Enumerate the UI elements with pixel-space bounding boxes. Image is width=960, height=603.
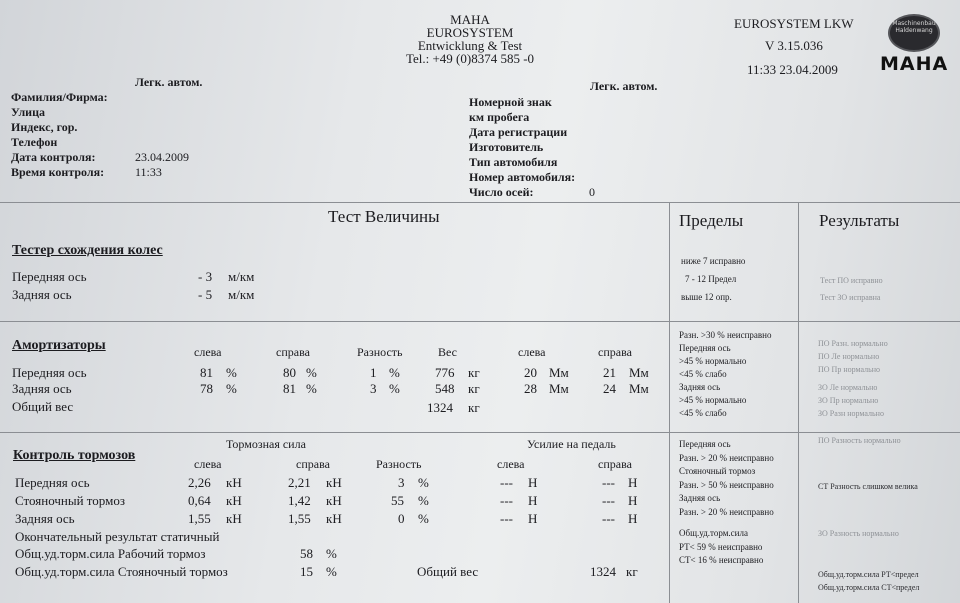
alignment-rear-unit: м/км: [228, 287, 255, 302]
brakes-front-pedal-left-unit: Н: [528, 475, 538, 490]
limits-column-divider: [669, 202, 670, 603]
brakes-header-left: слева: [194, 457, 222, 471]
label-vehicle-number: Номер автомобиля:: [469, 170, 576, 184]
brakes-parking-total-label: Общ.уд.торм.сила Стояночный тормоз: [15, 564, 228, 579]
brakes-rear-right: 1,55: [288, 511, 311, 526]
brakes-parking-right: 1,42: [288, 493, 311, 508]
brakes-rear-label: Задняя ось: [15, 511, 75, 526]
shocks-rear-diff-unit: %: [389, 381, 400, 396]
brakes-front-left: 2,26: [188, 475, 211, 490]
brakes-group-force: Тормозная сила: [226, 437, 306, 451]
values-column-header: Тест Величины: [328, 207, 440, 226]
label-axle-count: Число осей:: [469, 185, 534, 199]
brakes-total-weight-value: 1324: [590, 564, 616, 579]
shocks-limit-7: <45 % слабо: [679, 408, 727, 418]
shocks-result-1: ПО Разн. нормально: [818, 339, 888, 348]
shocks-rear-amp-right-unit: Мм: [629, 381, 649, 396]
shocks-header-diff: Разность: [357, 345, 403, 359]
brakes-result-rear: ЗО Разность нормально: [818, 529, 899, 538]
brakes-section-title: Контроль тормозов: [13, 448, 136, 463]
shocks-front-diff: 1: [370, 365, 377, 380]
brakes-result-parking: СТ Разность слишком велика: [818, 482, 918, 491]
label-zip-city: Индекс, гор.: [11, 120, 78, 134]
company-header: [380, 13, 560, 65]
brakes-parking-diff: 55: [391, 493, 404, 508]
brakes-parking-right-unit: кН: [326, 493, 342, 508]
brakes-rear-pedal-right-unit: Н: [628, 511, 638, 526]
shocks-front-right-unit: %: [306, 365, 317, 380]
section-divider-2: [0, 432, 960, 433]
alignment-section-title: Тестер схождения колес: [12, 243, 163, 258]
brakes-result-parking-limit: Общ.уд.торм.сила СТ<предел: [818, 583, 920, 592]
brakes-result-front: ПО Разность нормально: [818, 436, 901, 445]
shocks-front-right: 80: [283, 365, 296, 380]
shocks-rear-amp-left-unit: Мм: [549, 381, 569, 396]
brakes-front-pedal-right: ---: [602, 475, 615, 490]
label-name-firm: Фамилия/Фирма:: [11, 90, 108, 104]
brakes-parking-pedal-right-unit: Н: [628, 493, 638, 508]
shocks-total-weight-value: 1324: [427, 400, 453, 415]
alignment-limit-1: ниже 7 исправно: [681, 256, 746, 266]
brakes-front-left-unit: кН: [226, 475, 242, 490]
brakes-parking-total-value: 15: [300, 564, 313, 579]
brakes-parking-pedal-left: ---: [500, 493, 513, 508]
label-street: Улица: [11, 105, 46, 119]
brakes-limit-6: Разн. > 20 % неисправно: [679, 506, 774, 517]
label-control-date: Дата контроля:: [11, 150, 96, 164]
brakes-rear-pedal-left-unit: Н: [528, 511, 538, 526]
limits-column-header: Пределы: [679, 211, 744, 230]
shocks-front-label: Передняя ось: [12, 365, 87, 380]
shocks-front-amp-left: 20: [524, 365, 537, 380]
alignment-result-2: Тест ЗО исправна: [820, 293, 881, 302]
brakes-rear-pedal-right: ---: [602, 511, 615, 526]
brakes-front-pedal-left: ---: [500, 475, 513, 490]
brakes-limit-4: Разн. > 50 % неисправно: [679, 479, 774, 490]
brakes-rear-right-unit: кН: [326, 511, 342, 526]
label-registration-date: Дата регистрации: [469, 125, 568, 139]
shocks-header-left2: слева: [518, 345, 546, 359]
brakes-limit-3: Стояночный тормоз: [679, 466, 756, 476]
brakes-rear-diff-unit: %: [418, 511, 429, 526]
brakes-limit-7: Общ.уд.торм.сила: [679, 528, 748, 538]
vehicle-type-left: Легк. автом.: [135, 75, 203, 89]
brakes-limit-5: Задняя ось: [679, 493, 721, 503]
alignment-rear-value: - 5: [198, 287, 213, 302]
shocks-result-3: ПО Пр нормально: [818, 365, 881, 374]
brakes-header-left2: слева: [497, 457, 525, 471]
section-divider-1: [0, 321, 960, 322]
brakes-parking-left: 0,64: [188, 493, 211, 508]
logo-wordmark: MAHA: [880, 53, 949, 75]
shocks-result-4: ЗО Ле нормально: [818, 383, 878, 392]
shocks-rear-right: 81: [283, 381, 296, 396]
brakes-limits: [679, 438, 774, 568]
results-column-divider: [798, 202, 799, 603]
brakes-parking-pedal-left-unit: Н: [528, 493, 538, 508]
brakes-front-right: 2,21: [288, 475, 311, 490]
brakes-rear-left-unit: кН: [226, 511, 242, 526]
label-manufacturer: Изготовитель: [469, 140, 544, 154]
brakes-final-result: Окончательный результат статичный: [15, 529, 220, 544]
shocks-front-left-unit: %: [226, 365, 237, 380]
shocks-front-left: 81: [200, 365, 213, 380]
report-datetime: 11:33 23.04.2009: [747, 62, 838, 77]
maha-logo: [880, 14, 948, 76]
shocks-rear-weight: 548: [435, 381, 455, 396]
shocks-total-weight-unit: кг: [468, 400, 480, 415]
brakes-parking-diff-unit: %: [418, 493, 429, 508]
alignment-result-1: Тест ПО исправно: [820, 276, 883, 285]
shocks-limit-6: >45 % нормально: [679, 395, 747, 405]
brakes-total-weight-unit: кг: [626, 564, 638, 579]
shocks-header-right: справа: [276, 345, 310, 359]
company-name: MAHA: [450, 12, 490, 27]
shocks-front-diff-unit: %: [389, 365, 400, 380]
info-right-labels: [469, 95, 575, 200]
vehicle-type-right: Легк. автом.: [590, 79, 658, 93]
alignment-results: [820, 272, 883, 306]
shocks-limit-5: Задняя ось: [679, 382, 721, 392]
logo-badge: Maschinenbau Haldenwang: [888, 14, 940, 52]
shocks-limit-2: Передняя ось: [679, 343, 731, 353]
shocks-total-weight-label: Общий вес: [12, 399, 74, 414]
shocks-limit-1: Разн. >30 % неисправно: [679, 330, 772, 340]
alignment-front-unit: м/км: [228, 269, 255, 284]
company-dept: Entwicklung & Test: [417, 38, 523, 53]
brakes-front-diff: 3: [398, 475, 405, 490]
shocks-front-amp-left-unit: Мм: [549, 365, 569, 380]
shocks-rear-right-unit: %: [306, 381, 317, 396]
shocks-front-amp-right: 21: [603, 365, 616, 380]
brakes-parking-label: Стояночный тормоз: [15, 493, 125, 508]
shocks-rear-left-unit: %: [226, 381, 237, 396]
brakes-rear-pedal-left: ---: [500, 511, 513, 526]
brakes-front-label: Передняя ось: [15, 475, 90, 490]
shocks-rear-diff: 3: [370, 381, 377, 396]
alignment-limit-3: выше 12 опр.: [681, 292, 732, 302]
alignment-rear-label: Задняя ось: [12, 287, 72, 302]
system-name: EUROSYSTEM LKW: [734, 16, 854, 31]
brakes-front-right-unit: кН: [326, 475, 342, 490]
brakes-header-right2: справа: [598, 457, 632, 471]
brakes-header-diff: Разность: [376, 457, 422, 471]
brakes-parking-pedal-right: ---: [602, 493, 615, 508]
system-version: V 3.15.036: [765, 38, 823, 53]
brakes-total-weight-label: Общий вес: [417, 564, 479, 579]
table-top-divider: [0, 202, 960, 203]
info-left-labels: [11, 90, 108, 180]
company-system: EUROSYSTEM: [426, 25, 514, 40]
shocks-front-amp-right-unit: Мм: [629, 365, 649, 380]
alignment-front-label: Передняя ось: [12, 269, 87, 284]
shocks-result-6: ЗО Разн нормально: [818, 409, 884, 418]
label-vehicle-type: Тип автомобиля: [469, 155, 558, 169]
brakes-front-diff-unit: %: [418, 475, 429, 490]
shocks-results: [818, 337, 888, 420]
results-column-header: Результаты: [819, 211, 900, 230]
shocks-front-weight-unit: кг: [468, 365, 480, 380]
brakes-parking-left-unit: кН: [226, 493, 242, 508]
brakes-service-value: 58: [300, 546, 313, 561]
alignment-front-value: - 3: [198, 269, 213, 284]
shocks-header-left: слева: [194, 345, 222, 359]
shocks-rear-amp-left: 28: [524, 381, 537, 396]
brakes-result-service-limit: Общ.уд.торм.сила РТ<предел: [818, 570, 919, 579]
brakes-parking-total-unit: %: [326, 564, 337, 579]
shocks-limit-4: <45 % слабо: [679, 369, 727, 379]
company-phone: Tel.: +49 (0)8374 585 -0: [405, 51, 535, 66]
brakes-limit-1: Передняя ось: [679, 439, 731, 449]
label-plate: Номерной знак: [469, 95, 552, 109]
brakes-limit-8: РТ< 59 % неисправно: [679, 541, 763, 552]
shocks-rear-amp-right: 24: [603, 381, 616, 396]
shocks-result-5: ЗО Пр нормально: [818, 396, 879, 405]
brakes-front-pedal-right-unit: Н: [628, 475, 638, 490]
control-date-value: 23.04.2009: [135, 150, 189, 164]
brakes-group-pedal: Усилие на педаль: [527, 437, 616, 451]
label-phone: Телефон: [11, 135, 58, 149]
shocks-rear-weight-unit: кг: [468, 381, 480, 396]
label-mileage: км пробега: [469, 110, 530, 124]
alignment-limit-2: 7 - 12 Предел: [685, 274, 737, 284]
brakes-limit-2: Разн. > 20 % неисправно: [679, 452, 774, 463]
control-time-value: 11:33: [135, 165, 162, 179]
brakes-limit-9: СТ< 16 % неисправно: [679, 555, 764, 565]
label-control-time: Время контроля:: [11, 165, 105, 179]
brakes-service-unit: %: [326, 546, 337, 561]
shocks-front-weight: 776: [435, 365, 455, 380]
shocks-header-right2: справа: [598, 345, 632, 359]
shocks-limits: [679, 329, 771, 420]
brakes-rear-left: 1,55: [188, 511, 211, 526]
brakes-rear-diff: 0: [398, 511, 405, 526]
shocks-header-weight: Вес: [438, 345, 457, 359]
brakes-header-right: справа: [296, 457, 330, 471]
shocks-limit-3: >45 % нормально: [679, 356, 747, 366]
brakes-service-label: Общ.уд.торм.сила Рабочий тормоз: [15, 546, 206, 561]
shocks-section-title: Амортизаторы: [12, 338, 106, 353]
shocks-rear-left: 78: [200, 381, 213, 396]
shocks-rear-label: Задняя ось: [12, 381, 72, 396]
alignment-limits: [681, 252, 745, 306]
axle-count-value: 0: [589, 185, 595, 199]
shocks-result-2: ПО Ле нормально: [818, 352, 880, 361]
